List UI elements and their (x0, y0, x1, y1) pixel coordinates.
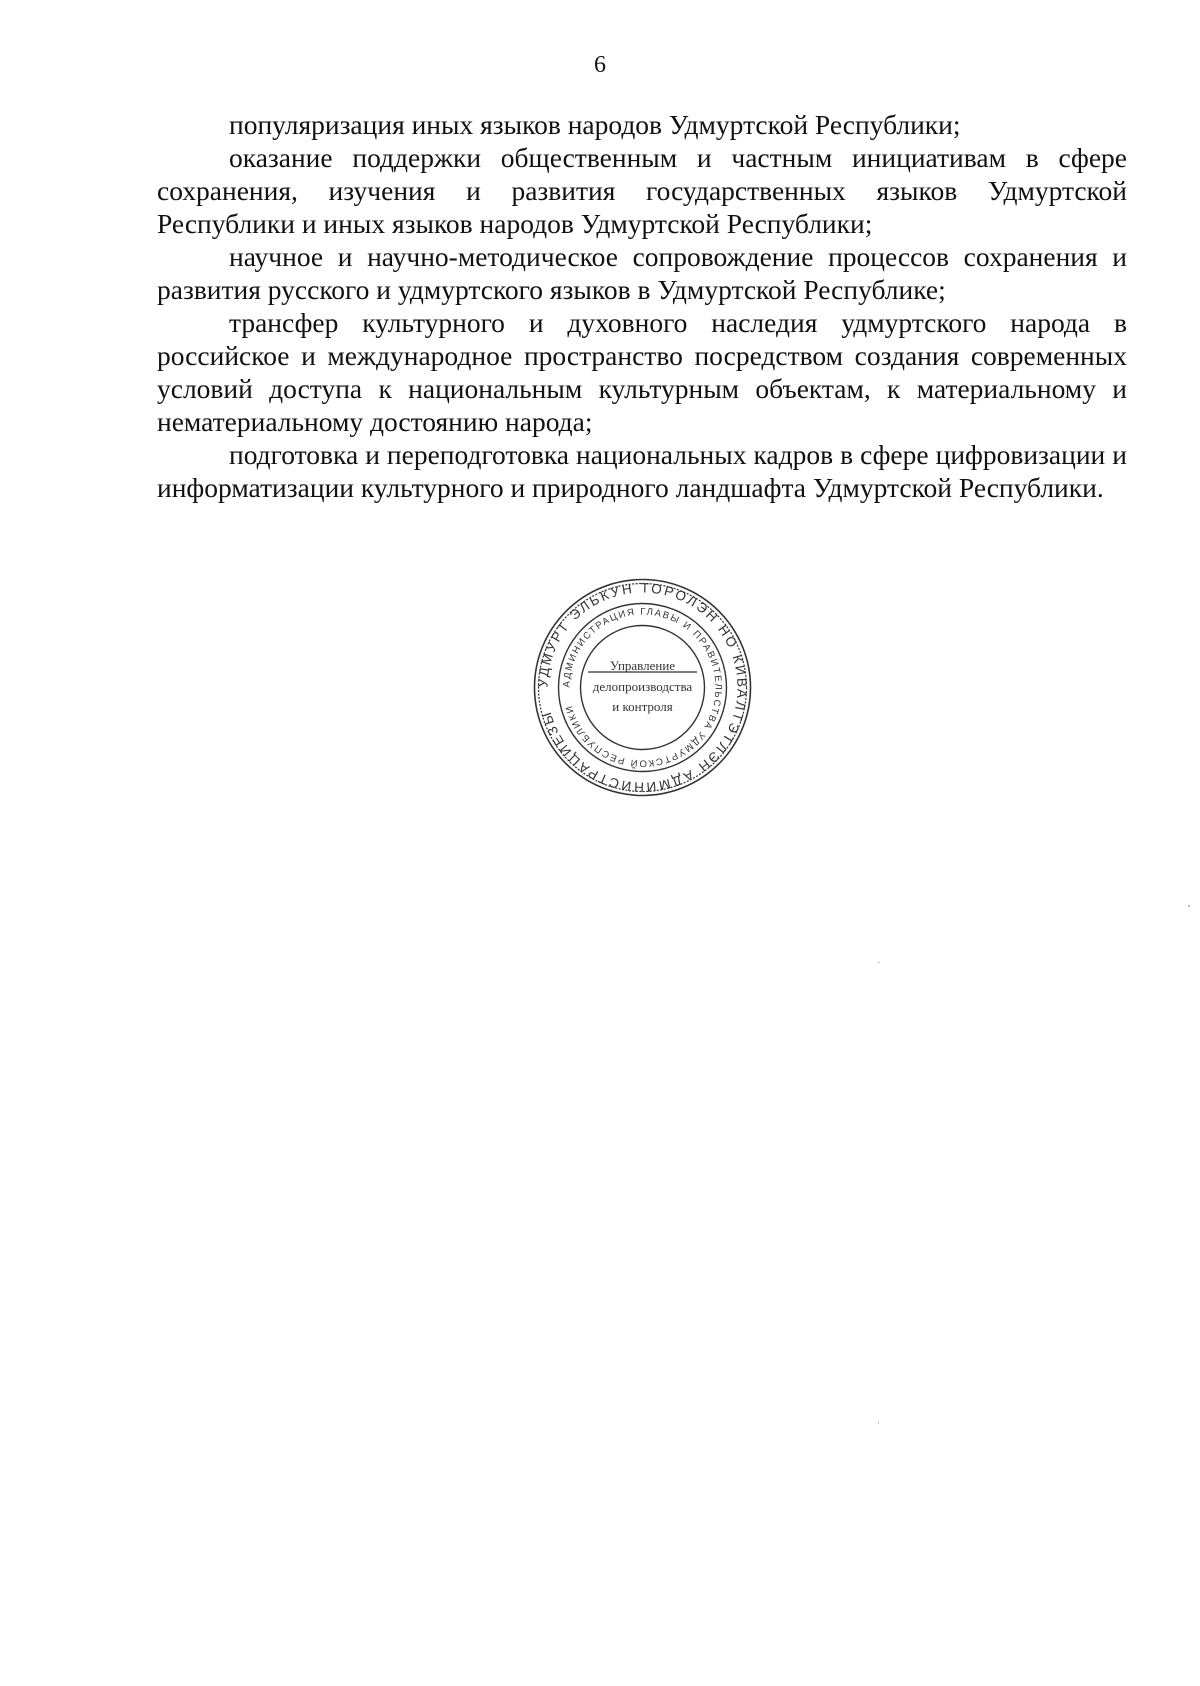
seal-center-line-2: делопроизводства (592, 679, 693, 694)
scan-speck (878, 1422, 879, 1424)
paragraph: популяризация иных языков народов Удмуртской Республики; (229, 109, 961, 140)
scan-speck (1188, 905, 1190, 907)
seal-center-line-1: Управление (609, 658, 676, 673)
paragraph: научное и научно-методическое сопровождение процессов сохранения и развития русского и удмуртского языков в Удмуртской Республике; (157, 241, 1127, 305)
page-number: 6 (594, 52, 606, 78)
body-text (157, 108, 1127, 504)
paragraph: оказание поддержки общественным и частным инициативам в сфере сохранения, изучения и развития государственных языков Удмуртской Республики и иных языков народов Удмуртской Республики; (157, 142, 1127, 239)
seal-inner-ring-text: АДМИНИСТРАЦИЯ ГЛАВЫ И ПРАВИТЕЛЬСТВА УДМУРТСКОЙ РЕСПУБЛИКИ (561, 606, 724, 769)
scan-speck (878, 962, 880, 963)
seal-outer-ring-text: УДМУРТ ЭЛЬКУН ТОРОЛЭН НО КИВАЛТЭТЛЭН АДМИНИСТРАЦИЕЗЫ (535, 580, 750, 795)
paragraph: трансфер культурного и духовного наследия удмуртского народа в российское и международное пространство посредством создания современных условий доступа к национальным культурным объектам, к материальному и нематериальному достоянию народа; (157, 307, 1127, 437)
official-seal-stamp (530, 575, 755, 800)
seal-graphic (530, 575, 755, 800)
seal-center-line-3: и контроля (612, 699, 673, 714)
paragraph: подготовка и переподготовка национальных кадров в сфере цифровизации и информатизации культурного и природного ландшафта Удмуртской Республики. (157, 439, 1127, 503)
